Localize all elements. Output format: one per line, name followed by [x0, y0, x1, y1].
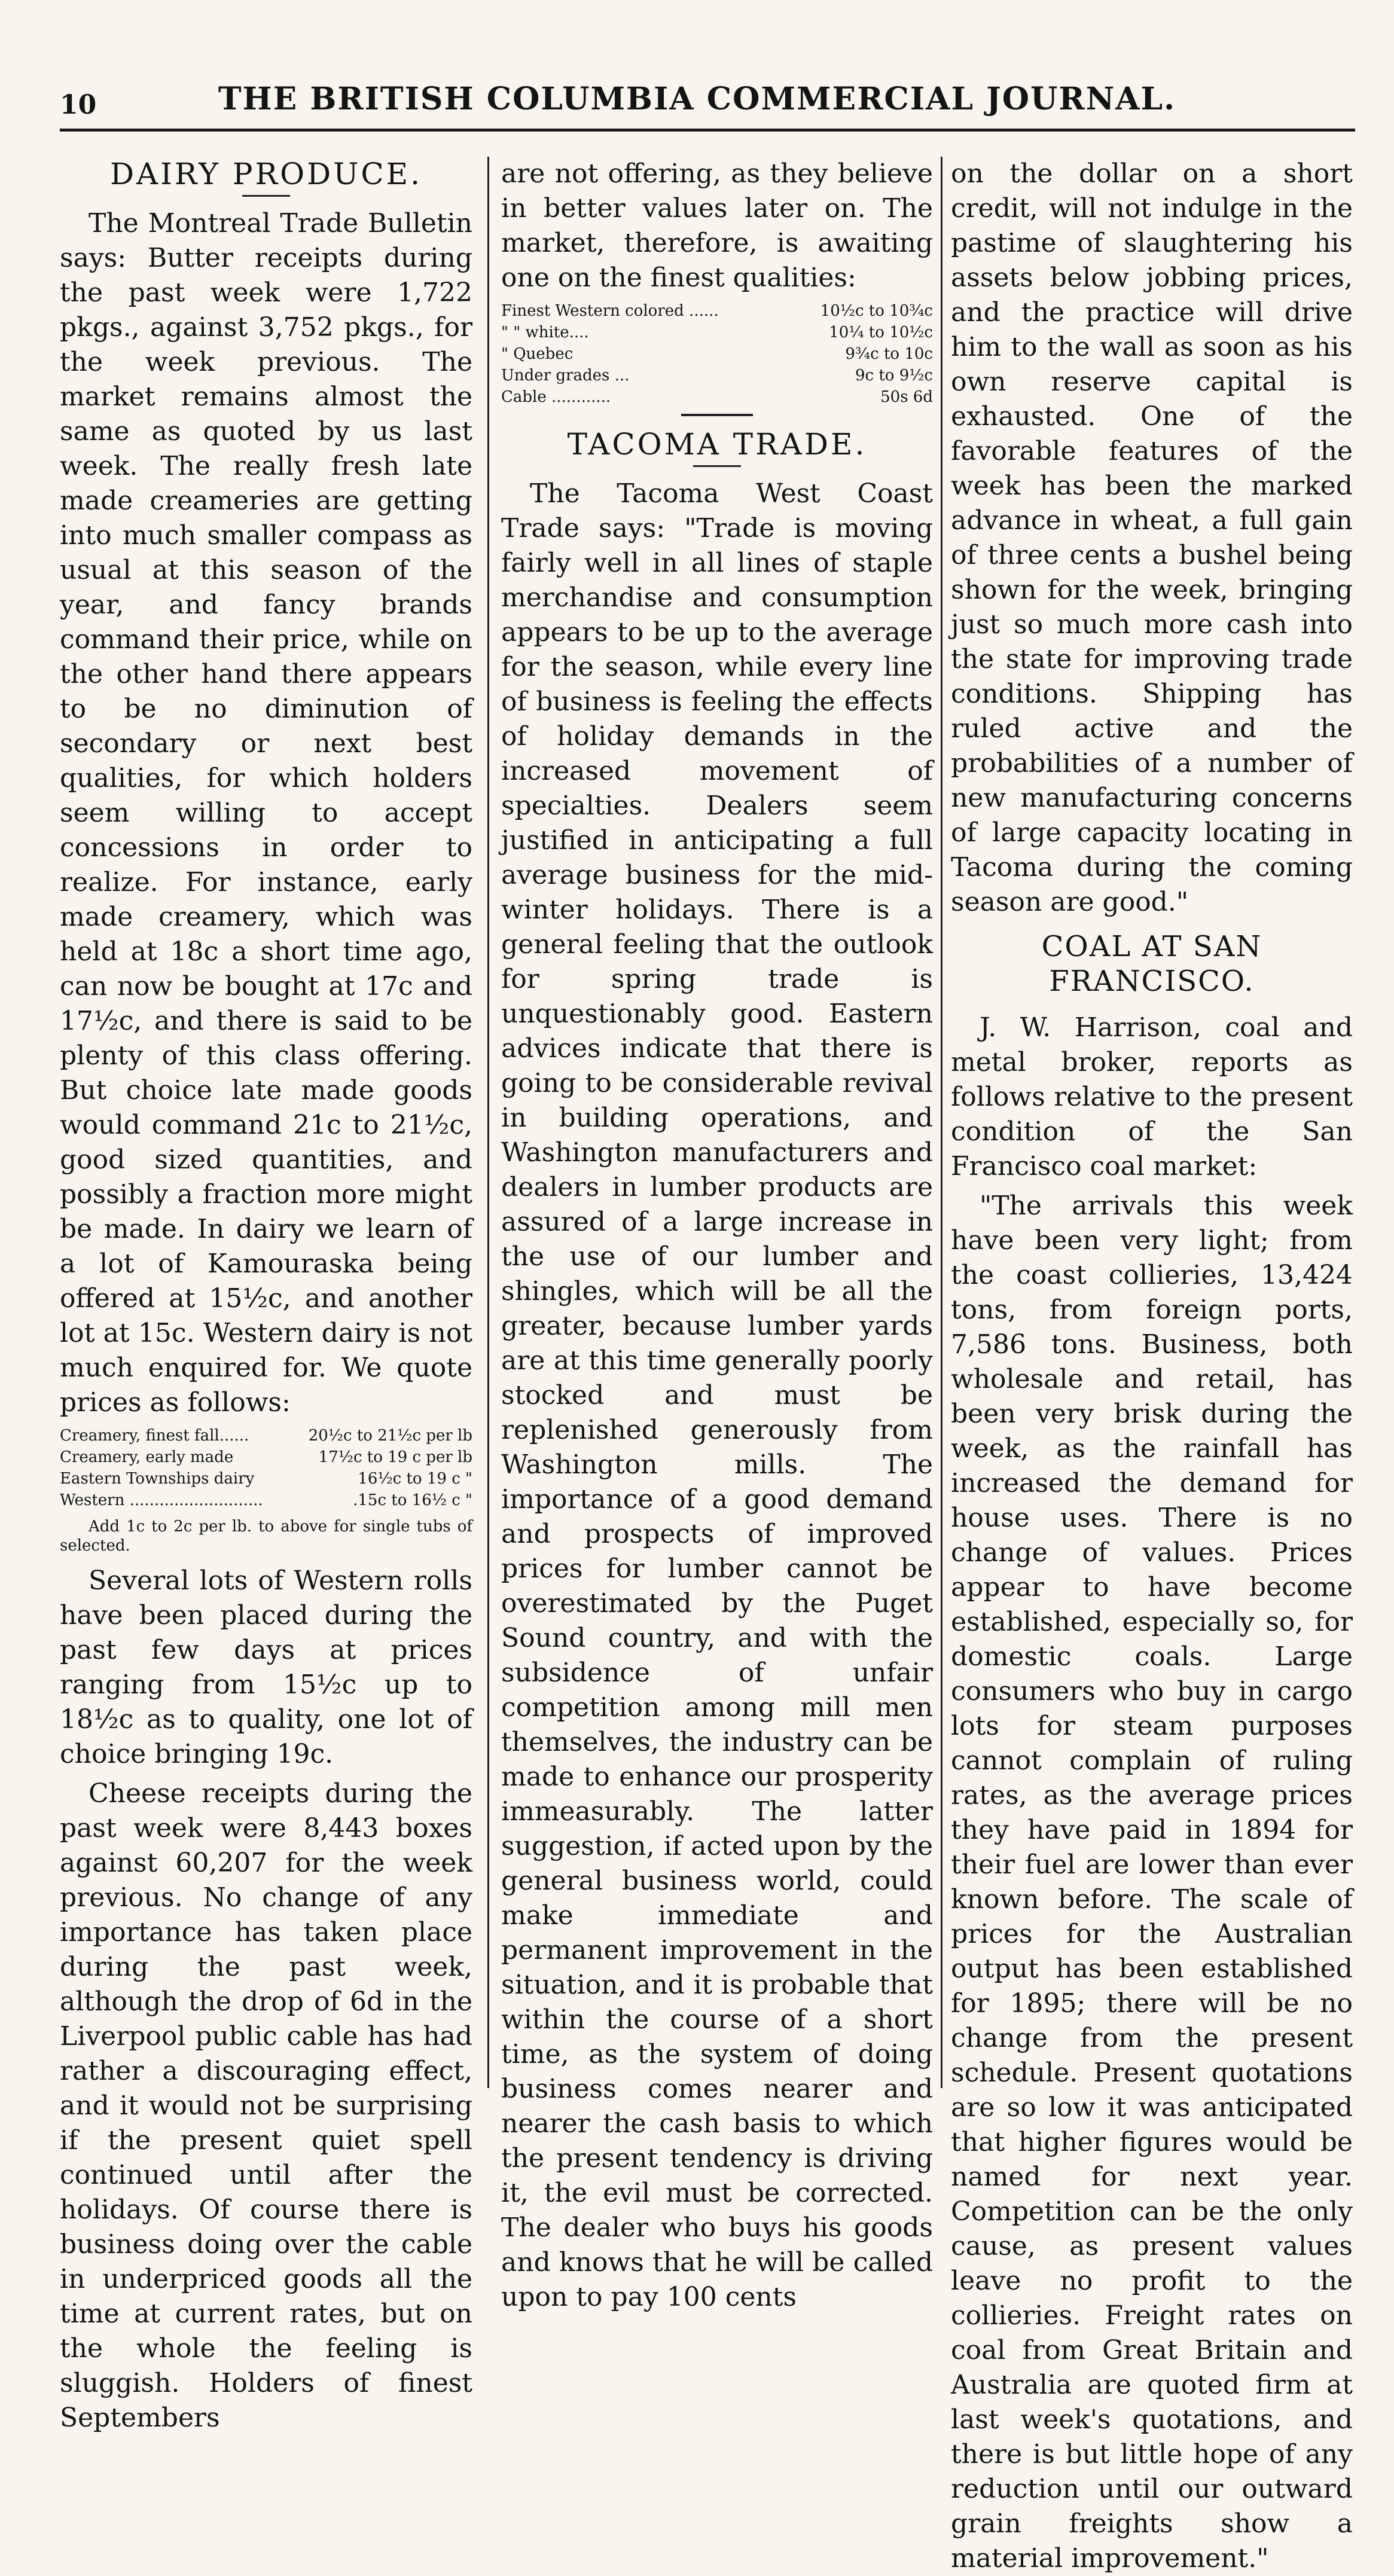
tacoma-continuation: on the dollar on a short credit, will not indulge in the pastime of slaughtering his assets below jobbing prices, and the practice will drive him to the wall as soon as his own reserve capital is exhausted. One of the favorable features of the week has been the marked advance in wheat, a full gain of three cents a bushel being shown for the week, bringing just so much more cash into the state for improving trade conditions. Shipping has ruled active and the probabilities of a number of new manufacturing concerns of large capacity locating in Tacoma during the coming season are good.": [951, 158, 1353, 917]
cheese-price-table: [501, 300, 933, 408]
dairy-continuation: are not offering, as they believe in better values later on. The market, therefore, is awaiting one on the finest qualities:: [501, 158, 933, 293]
butter-price-table: [60, 1425, 472, 1511]
price-item: " " white....: [501, 323, 589, 341]
heading-dash: [242, 195, 290, 197]
price-item: Creamery, early made: [60, 1448, 234, 1466]
running-title: THE BRITISH COLUMBIA COMMERCIAL JOURNAL.: [218, 81, 1176, 117]
price-value: 20½c to 21½c per lb: [308, 1427, 472, 1445]
heading-dash: [693, 465, 741, 467]
dairy-paragraph-3: Cheese receipts during the past week were 8,443 boxes against 60,207 for the week previous. No change of any importance has taken place during the past week, although the drop of 6d in the Liverpool public cable has had rather a discouraging effect, and it would not be surprising if the present quiet spell continued until after the holidays. Of course there is business doing over the cable in underpriced goods all the time at current rates, but on the whole the feeling is sluggish. Holders of finest Septembers: [60, 1778, 472, 2433]
price-item: Western ...........................: [60, 1491, 263, 1509]
price-row: [60, 1425, 472, 1446]
price-item: Eastern Townships dairy: [60, 1470, 255, 1488]
price-value: 16½c to 19 c ": [358, 1470, 472, 1488]
column-divider-2: [941, 157, 942, 2088]
dairy-paragraph-1: The Montreal Trade Bulletin says: Butter receipts during the past week were 1,722 pkgs., against 3,752 pkgs., for the week previous. The market remains almost the same as quoted by us last week. The really fresh late made creameries are getting into much smaller compass as usual at this season of the year, and fancy brands command their price, while on the other hand there appears to be no diminution of secondary or next best qualities, for which holders seem willing to accept concessions in order to realize. For instance, early made creamery, which was held at 18c a short time ago, can now be bought at 17c and 17½c, and there is said to be plenty of this class offering. But choice late made goods would command 21c to 21½c, good sized quantities, and possibly a fraction more might be made. In dairy we learn of a lot of Kamouraska being offered at 15½c, and another lot at 15c. Western dairy is not much enquired for. We quote prices as follows:: [60, 208, 472, 1418]
column-2: [501, 157, 933, 2312]
coal-heading: COAL AT SAN FRANCISCO.: [1041, 930, 1262, 998]
price-row: [60, 1468, 472, 1490]
price-item: Creamery, finest fall......: [60, 1427, 249, 1445]
column-divider-1: [487, 157, 489, 2088]
price-row: [501, 300, 933, 322]
price-value: 9c to 9½c: [855, 367, 933, 384]
tacoma-heading: TACOMA TRADE.: [567, 427, 867, 462]
coal-paragraph-2: "The arrivals this week have been very light; from the coast collieries, 13,424 tons, from foreign ports, 7,586 tons. Business, both wholesale and retail, has been very brisk during the week, as the rainfall has increased the demand for house uses. There is no change of values. Prices appear to have become established, especially so, for domestic coals. Large consumers who buy in cargo lots for steam purposes cannot complain of ruling rates, as the average prices they have paid in 1894 for their fuel are lower than ever known before. The scale of prices for the Australian output has been established for 1895; there will be no change from the present schedule. Present quotations are so low it was anticipated that higher figures would be named for next year. Competition can be the only cause, as present values leave no profit to the collieries. Freight rates on coal from Great Britain and Australia are quoted firm at last week's quotations, and there is but little hope of any reduction until our outward grain freights show a material improvement.": [951, 1191, 1353, 2574]
dairy-paragraph-2: Several lots of Western rolls have been placed during the past few days at prices ranging from 15½c up to 18½c as to quality, one lot of choice bringing 19c.: [60, 1565, 472, 1769]
price-note: Add 1c to 2c per lb. to above for single tubs of selected.: [60, 1518, 472, 1555]
column-3: [951, 157, 1353, 2574]
price-item: Cable ............: [501, 388, 611, 406]
price-value: 17½c to 19 c per lb: [318, 1448, 472, 1466]
price-row: [60, 1490, 472, 1511]
price-value: .15c to 16½ c ": [353, 1491, 472, 1509]
column-1: [60, 157, 472, 2433]
section-divider: [681, 414, 753, 416]
price-item: Under grades ...: [501, 367, 630, 384]
price-row: [501, 322, 933, 343]
price-value: 9¾c to 10c: [845, 345, 933, 363]
price-row: [60, 1446, 472, 1468]
header-rule: [60, 129, 1355, 132]
coal-paragraph-1: J. W. Harrison, coal and metal broker, reports as follows relative to the present condition of the San Francisco coal market:: [951, 1012, 1353, 1182]
price-row: [501, 343, 933, 365]
price-value: 10¼ to 10½c: [829, 323, 933, 341]
price-value: 10½c to 10¾c: [820, 302, 933, 320]
price-item: Finest Western colored ......: [501, 302, 719, 320]
price-row: [501, 365, 933, 386]
dairy-heading: DAIRY PRODUCE.: [109, 157, 423, 191]
price-item: " Quebec: [501, 345, 574, 363]
page-number: 10: [60, 90, 97, 120]
price-value: 50s 6d: [880, 388, 933, 406]
tacoma-paragraph: The Tacoma West Coast Trade says: "Trade is moving fairly well in all lines of staple merchandise and consumption appears to be up to the average for the season, while every line of business is feeling the effects of holiday demands in the increased movement of specialties. Dealers seem justified in anticipating a full average business for the mid-winter holidays. There is a general feeling that the outlook for spring trade is unquestionably good. Eastern advices indicate that there is going to be considerable revival in building operations, and Washington manufacturers and dealers in lumber products are assured of a large increase in the use of our lumber and shingles, which will be all the greater, because lumber yards are at this time generally poorly stocked and must be replenished generously from Washington mills. The importance of a good demand and prospects of improved prices for lumber cannot be overestimated by the Puget Sound country, and with the subsidence of unfair competition among mill men themselves, the industry can be made to enhance our prosperity immeasurably. The latter suggestion, if acted upon by the general business world, could make immediate and permanent improvement in the situation, and it is probable that within the course of a short time, as the system of doing business comes nearer and nearer the cash basis to which the present tendency is driving it, the evil must be corrected. The dealer who buys his goods and knows that he will be called upon to pay 100 cents: [501, 478, 933, 2312]
price-row: [501, 386, 933, 408]
